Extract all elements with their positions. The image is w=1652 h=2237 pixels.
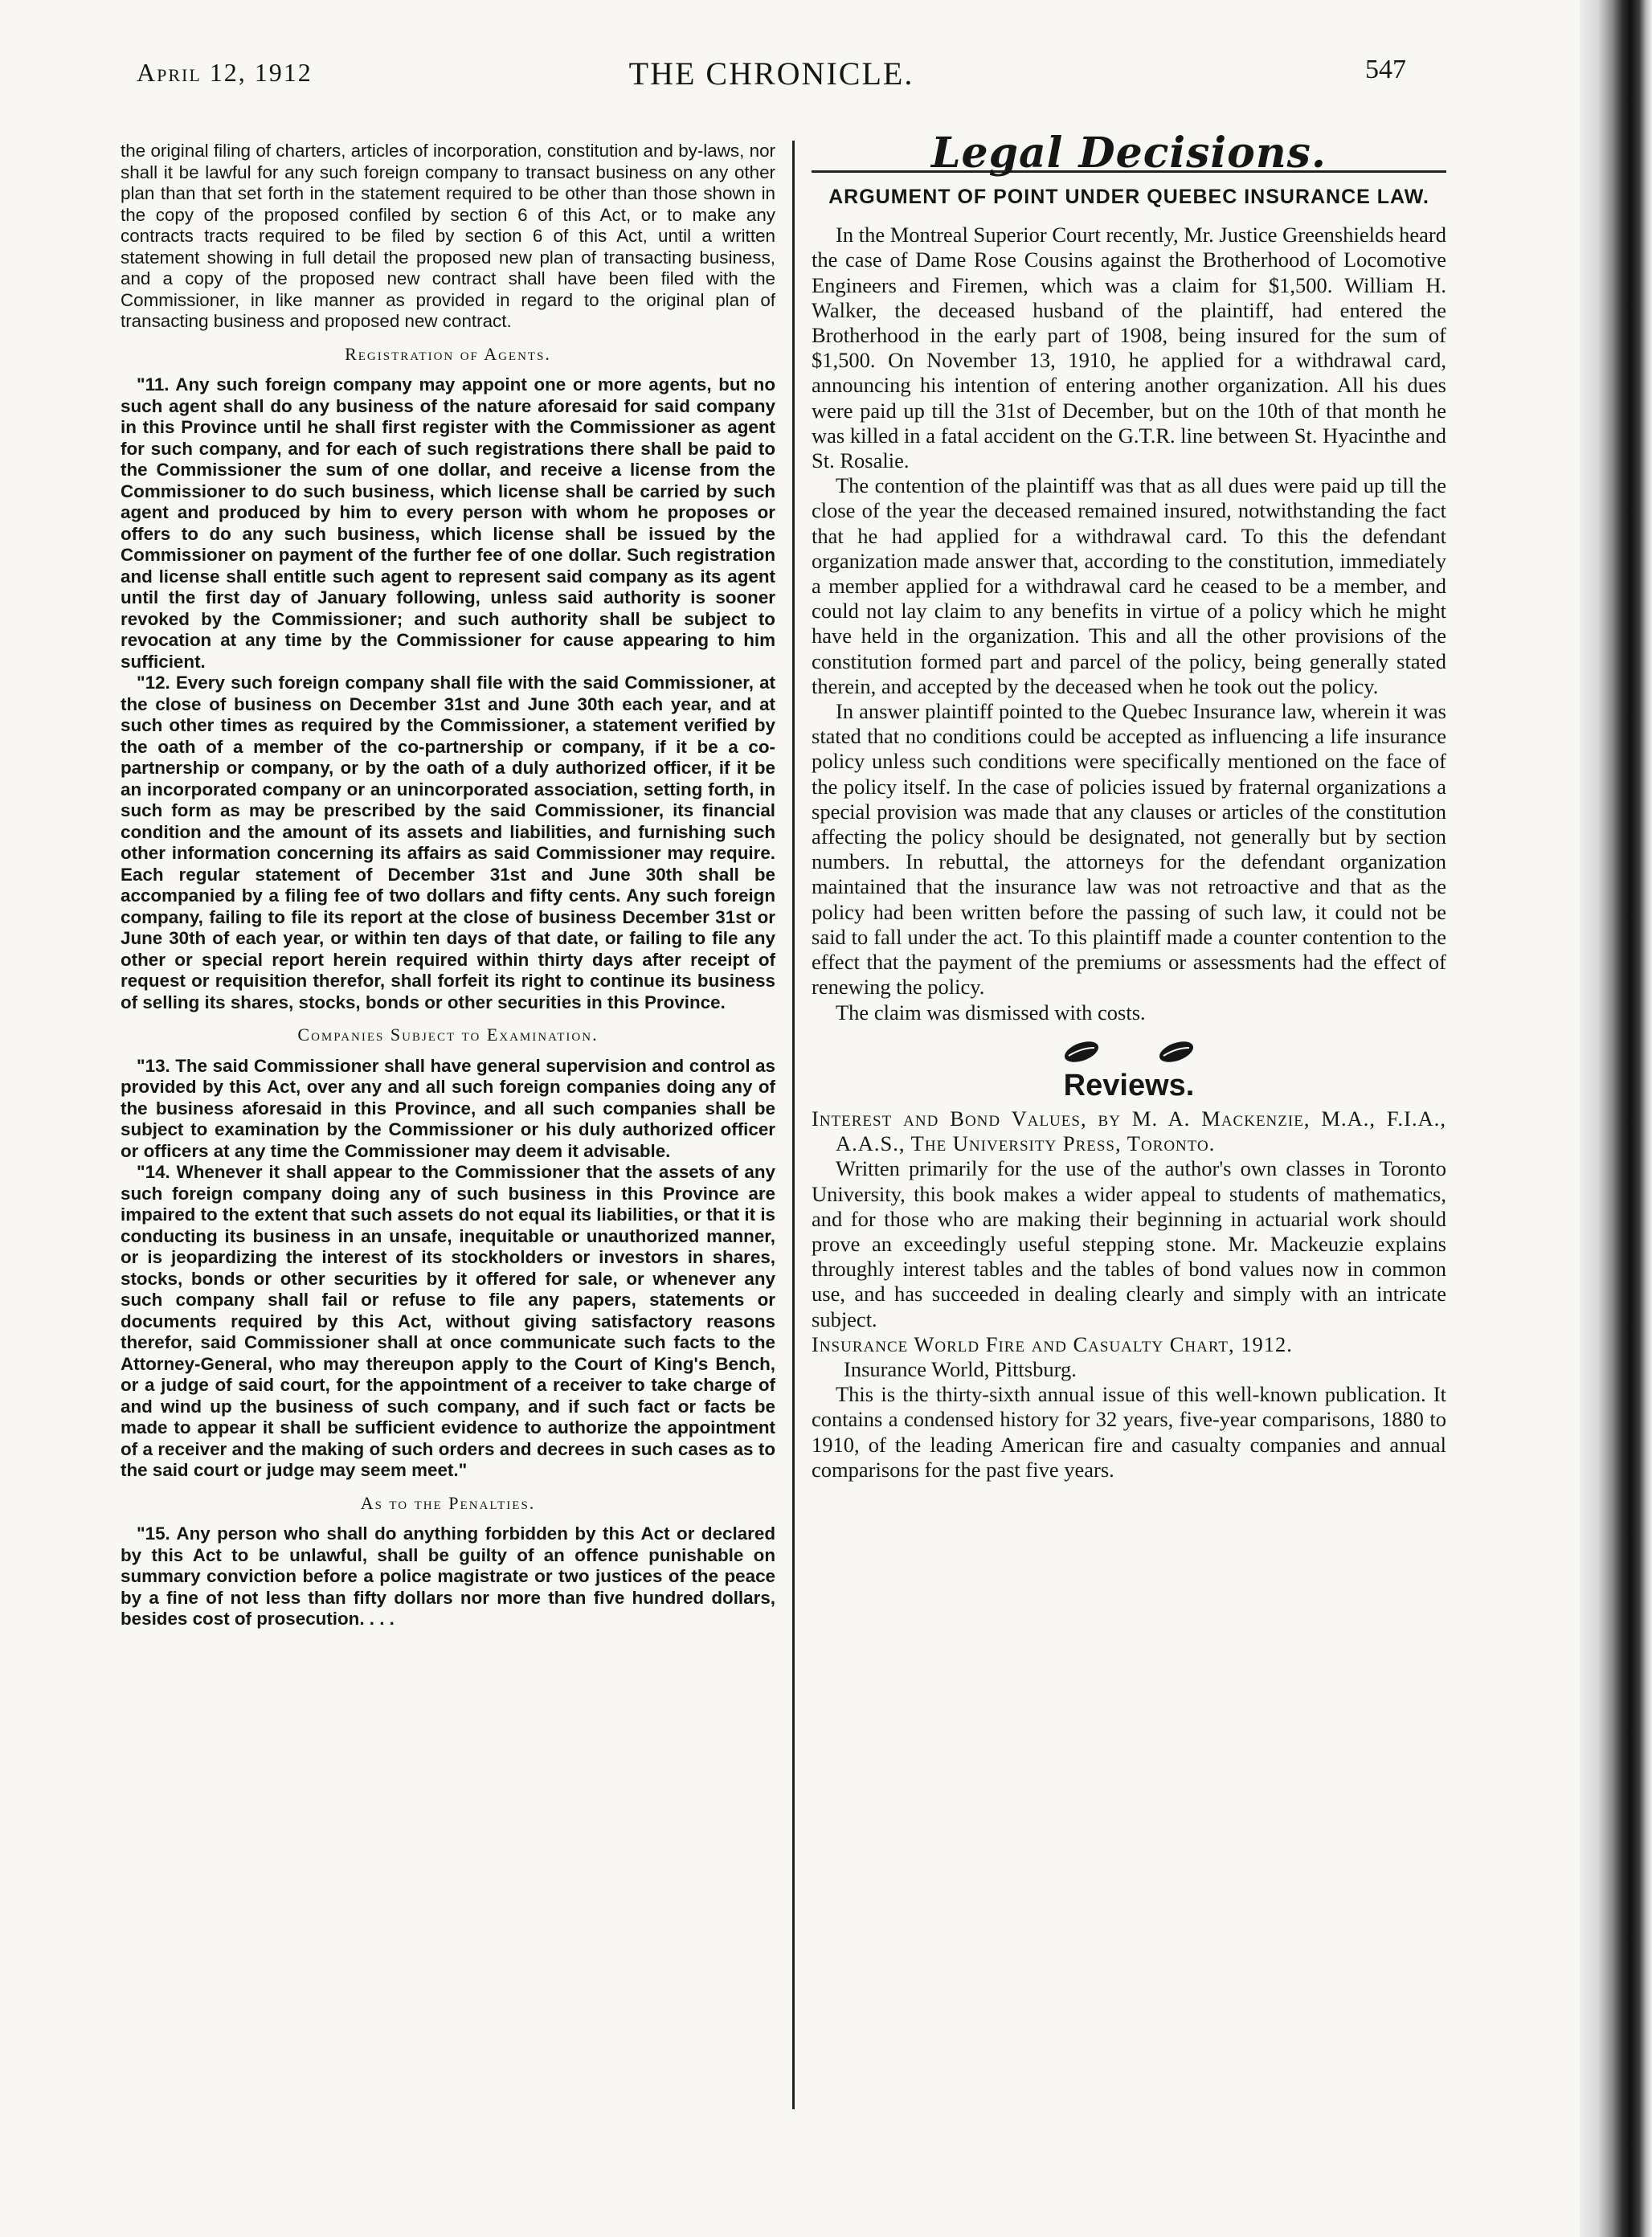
left-column [121, 141, 775, 1630]
review-citation: Interest and Bond Values, by M. A. Mackenzie, M.A., F.I.A., A.A.S., The University Press, Toronto. [812, 1106, 1446, 1156]
section-11-paragraph: "11. Any such foreign company may appoint one or more agents, but no such agent shall do any business of the nature aforesaid for said company in this Province until he shall first register with the Commissioner as agent for such company, and for each of such registrations there shall be paid to the Commissioner the sum of one dollar, and receive a license from the Commissioner to do such business, which license shall be carried by such agent and produced by him to every person with whom he proposes or offers to do any such business, which license shall be issued by the Commissioner on payment of the further fee of one dollar. Such registration and license shall entitle such agent to represent said company as its agent until the first day of January following, unless said authority is sooner revoked by the Commissioner; and such authority shall be subject to revocation at any time by the Commissioner for cause appearing to him sufficient. [121, 374, 775, 672]
section-12-paragraph: "12. Every such foreign company shall file with the said Commissioner, at the close of business on December 31st and June 30th each year, and at such other times as required by the Commissioner, a statement verified by the oath of a member of the co-partnership or company, if it be a co-partnership or company, or by the oath of a duly authorized officer, if it be an incorporated company or an unincorporated association, setting forth, in such form as may be prescribed by the said Commissioner, its financial condition and the amount of its assets and liabilities, and furnishing such other information concerning its affairs as said Commissioner may require. Each regular statement of December 31st and June 30th shall be accompanied by a filing fee of two dollars and fifty cents. Any such foreign company, failing to file its report at the close of business December 31st or June 30th of each year, or within ten days of that date, or failing to file any other or special report herein required within thirty days after receipt of request or requisition therefor, shall forfeit its right to continue its business of selling its shares, stocks, bonds or other securities in this Province. [121, 673, 775, 1012]
leaf-ornament [812, 1040, 1446, 1069]
article-paragraph: In the Montreal Superior Court recently, Mr. Justice Greenshields heard the case of Dame Rose Cousins against the Brotherhood of Locomotive Engineers and Firemen, which was a claim for $1,500. William H. Walker, the deceased husband of the plaintiff, had entered the Brotherhood in the early part of 1908, being insured for the sum of $1,500. On November 13, 1910, he applied for a withdrawal card, announcing his intention of entering another organization. All his dues were paid up till the 31st of December, but on the 10th of that month he was killed in a fatal accident on the G.T.R. line between St. Hyacinthe and St. Rosalie. [812, 223, 1446, 473]
legal-decisions-heading: Legal Decisions. [930, 129, 1327, 178]
subhead-penalties: As to the Penalties. [360, 1492, 536, 1513]
intro-paragraph: the original filing of charters, articles of incorporation, constitution and by-laws, nor shall it be lawful for any such foreign company to transact business on any other plan than that set forth in the statement required to be other than those shown in the copy of the proposed confiled by section 6 of this Act, or to make any contracts tracts required to be filed by section 6 of this Act, until a written statement showing in full detail the proposed new plan of transacting business, and a copy of the proposed new contract shall have been filed with the Commissioner, in like manner as provided in regard to the original plan of transacting business and proposed new contract. [121, 141, 775, 331]
reviews-heading: Reviews. [1063, 1068, 1195, 1102]
publication-title: THE CHRONICLE. [628, 55, 914, 92]
review-citation-publisher: Insurance World, Pittsburg. [844, 1356, 1077, 1381]
article-conclusion: The claim was dismissed with costs. [836, 1000, 1146, 1024]
review-citation-title: Insurance World Fire and Casualty Chart, 1912. [812, 1331, 1293, 1356]
review-paragraph: This is the thirty-sixth annual issue of this well-known publication. It contains a condensed history for 32 years, five-year comparisons, 1880 to 1910, of the leading American fire and casualty companies and annual comparisons for the past five years. [812, 1382, 1446, 1482]
subhead-registration-of-agents: Registration of Agents. [345, 343, 551, 364]
page-number: 547 [1365, 55, 1406, 84]
section-15-paragraph: "15. Any person who shall do anything forbidden by this Act or declared by this Act to be unlawful, shall be guilty of an offence punishable on summary conviction before a police magistrate or two justices of the peace by a fine of not less than fifty dollars nor more than five hundred dollars, besides cost of prosecution. . . . [121, 1523, 775, 1629]
leaf-ornament-icon [1061, 1040, 1102, 1064]
section-13-paragraph: "13. The said Commissioner shall have general supervision and control as provided by this Act, over any and all such foreign companies doing any of the business aforesaid in this Province, and all such companies shall be subject to examination by the Commissioner or his duly authorized officer or officers at any time the Commissioner may deem it advisable. [121, 1055, 775, 1161]
article-title: ARGUMENT OF POINT UNDER QUEBEC INSURANCE LAW. [828, 186, 1429, 209]
right-column [812, 129, 1446, 1482]
subhead-companies-subject-to-examination: Companies Subject to Examination. [297, 1024, 599, 1045]
leaf-ornament-icon [1155, 1040, 1197, 1064]
page-header [121, 50, 1422, 98]
article-paragraph: The contention of the plaintiff was that as all dues were paid up till the close of the year the deceased remained insured, notwithstanding the fact that he had applied for a withdrawal card. To this the defendant organization made answer that, according to the constitution, immediately a member applied for a withdrawal card he ceased to be a member, and could not lay claim to any benefits in virtue of a policy which he might have held in the organization. This and all the other provisions of the constitution formed part and parcel of the policy, being generally stated therein, and accepted by the deceased when he took out the policy. [812, 473, 1446, 698]
article-paragraph: In answer plaintiff pointed to the Quebec Insurance law, wherein it was stated that no conditions could be accepted as influencing a life insurance policy unless such conditions were specifically mentioned on the face of the policy itself. In the case of policies issued by fraternal organizations a special provision was made that any clauses or articles of the constitution affecting the policy should be designated, not generally but by section numbers. In rebuttal, the attorneys for the defendant organization maintained that the insurance law was not retroactive and that as the policy had been written before the passing of such law, it could not be said to fall under the act. To this plaintiff made a counter contention to the effect that the payment of the premiums or assessments had the effect of renewing the policy. [812, 699, 1446, 1000]
column-divider [792, 141, 795, 2109]
binding-edge [1580, 0, 1652, 2237]
issue-date: April 12, 1912 [137, 58, 313, 87]
review-paragraph: Written primarily for the use of the author's own classes in Toronto University, this book makes a wider appeal to students of mathematics, and for those who are making their beginning in actuarial work should prove an exceedingly useful stepping stone. Mr. Mackeuzie explains throughly interest tables and the tables of bond values now in common use, and has succeeded in dealing clearly and simply with an intricate subject. [812, 1156, 1446, 1331]
section-14-paragraph: "14. Whenever it shall appear to the Commissioner that the assets of any such foreign company doing any of such business in this Province are impaired to the extent that such assets do not equal its liabilities, or that it is conducting its business in an unsafe, inequitable or unauthorized manner, or is jeopardizing the interest of its stockholders or investors in shares, stocks, bonds or other securities by it offered for sale, or whenever any such company shall fail or refuse to file any papers, statements or documents required by this Act, without giving satisfactory reasons therefor, said Commissioner shall at once communicate such facts to the Attorney-General, who may thereupon apply to the Court of King's Bench, or a judge of said court, for the appointment of a receiver to take charge of and wind up the business of such company, and if such fact or facts be made to appear it shall be sufficient evidence to authorize the appointment of a receiver and the making of such orders and decrees in such cases as to the said court or judge may seem meet." [121, 1162, 775, 1480]
